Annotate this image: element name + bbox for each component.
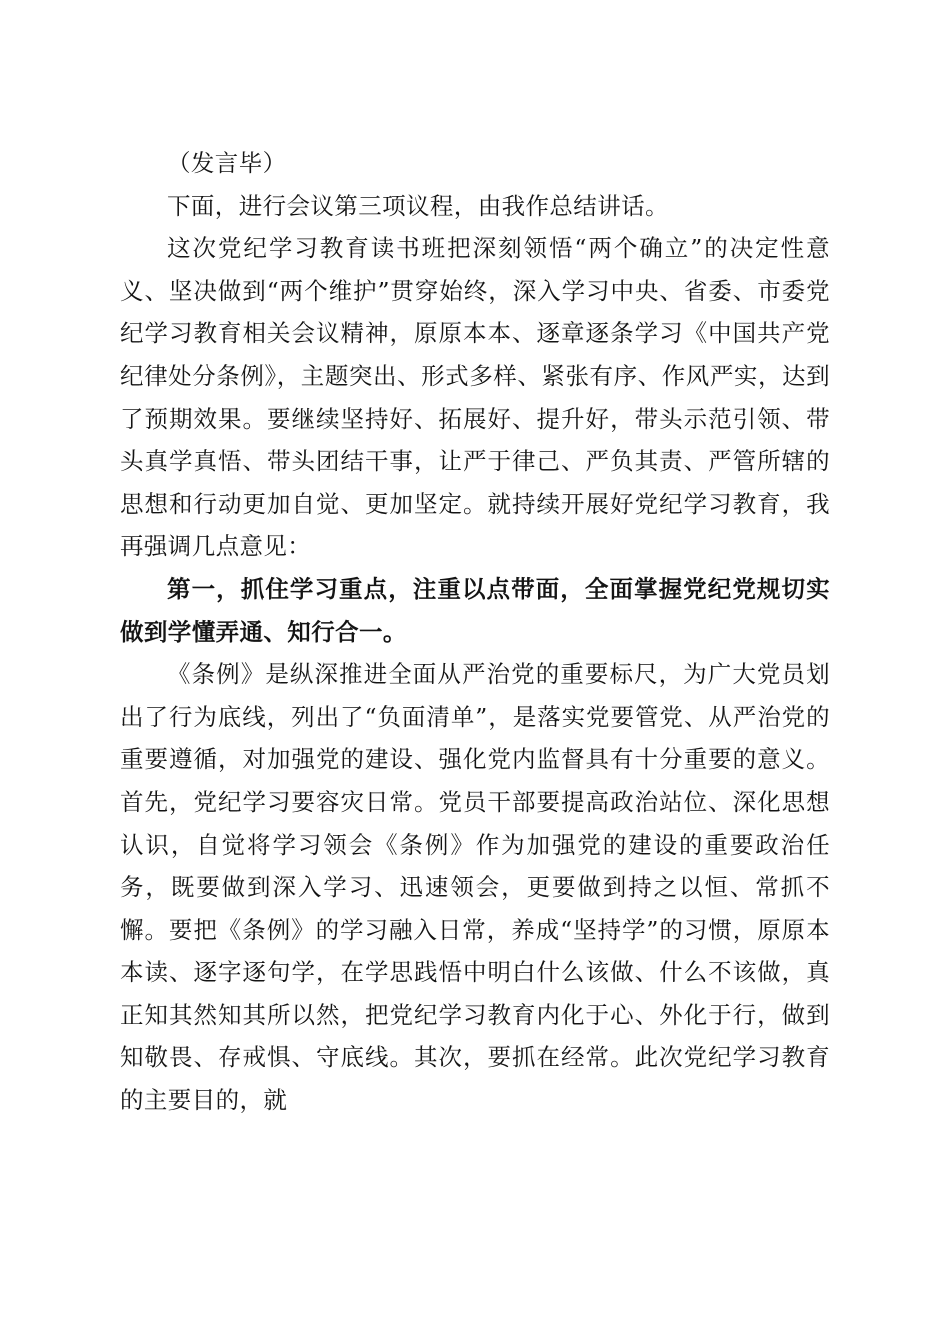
document-page bbox=[120, 142, 830, 1122]
agenda-paragraph: 下面，进行会议第三项议程，由我作总结讲话。 bbox=[167, 191, 669, 220]
summary-paragraph: 这次党纪学习教育读书班把深刻领悟“两个确立”的决定性意义、坚决做到“两个维护”贯穿始终，深入学习中央、省委、市委党纪学习教育相关会议精神，原原本本、逐章逐条学习《中国共产党纪律处分条例》，主题突出、形式多样、紧张有序、作风严实，达到了预期效果。要继续坚持好、拓展好、提升好，带头示范引领、带头真学真悟、带头团结干事，让严于律己、严负其责、严管所辖的思想和行动更加自觉、更加坚定。就持续开展好党纪学习教育，我再强调几点意见： bbox=[120, 234, 830, 561]
closing-note-paragraph: （发言毕） bbox=[167, 149, 287, 177]
body-paragraph: 《条例》是纵深推进全面从严治党的重要标尺，为广大党员划出了行为底线，列出了“负面清单”，是落实党要管党、从严治党的重要遵循，对加强党的建设、强化党内监督具有十分重要的意义。首先，党纪学习要容灾日常。党员干部要提高政治站位、深化思想认识，自觉将学习领会《条例》作为加强党的建设的重要政治任务，既要做到深入学习、迅速领会，更要做到持之以恒、常抓不懈。要把《条例》的学习融入日常，养成“坚持学”的习惯，原原本本读、逐字逐句学，在学思践悟中明白什么该做、什么不该做，真正知其然知其所以然，把党纪学习教育内化于心、外化于行，做到知敬畏、存戒惧、守底线。其次，要抓在经常。此次党纪学习教育的主要目的，就 bbox=[120, 660, 830, 1115]
section-heading-first: 第一，抓住学习重点，注重以点带面，全面掌握党纪党规切实做到学懂弄通、知行合一。 bbox=[120, 574, 830, 646]
